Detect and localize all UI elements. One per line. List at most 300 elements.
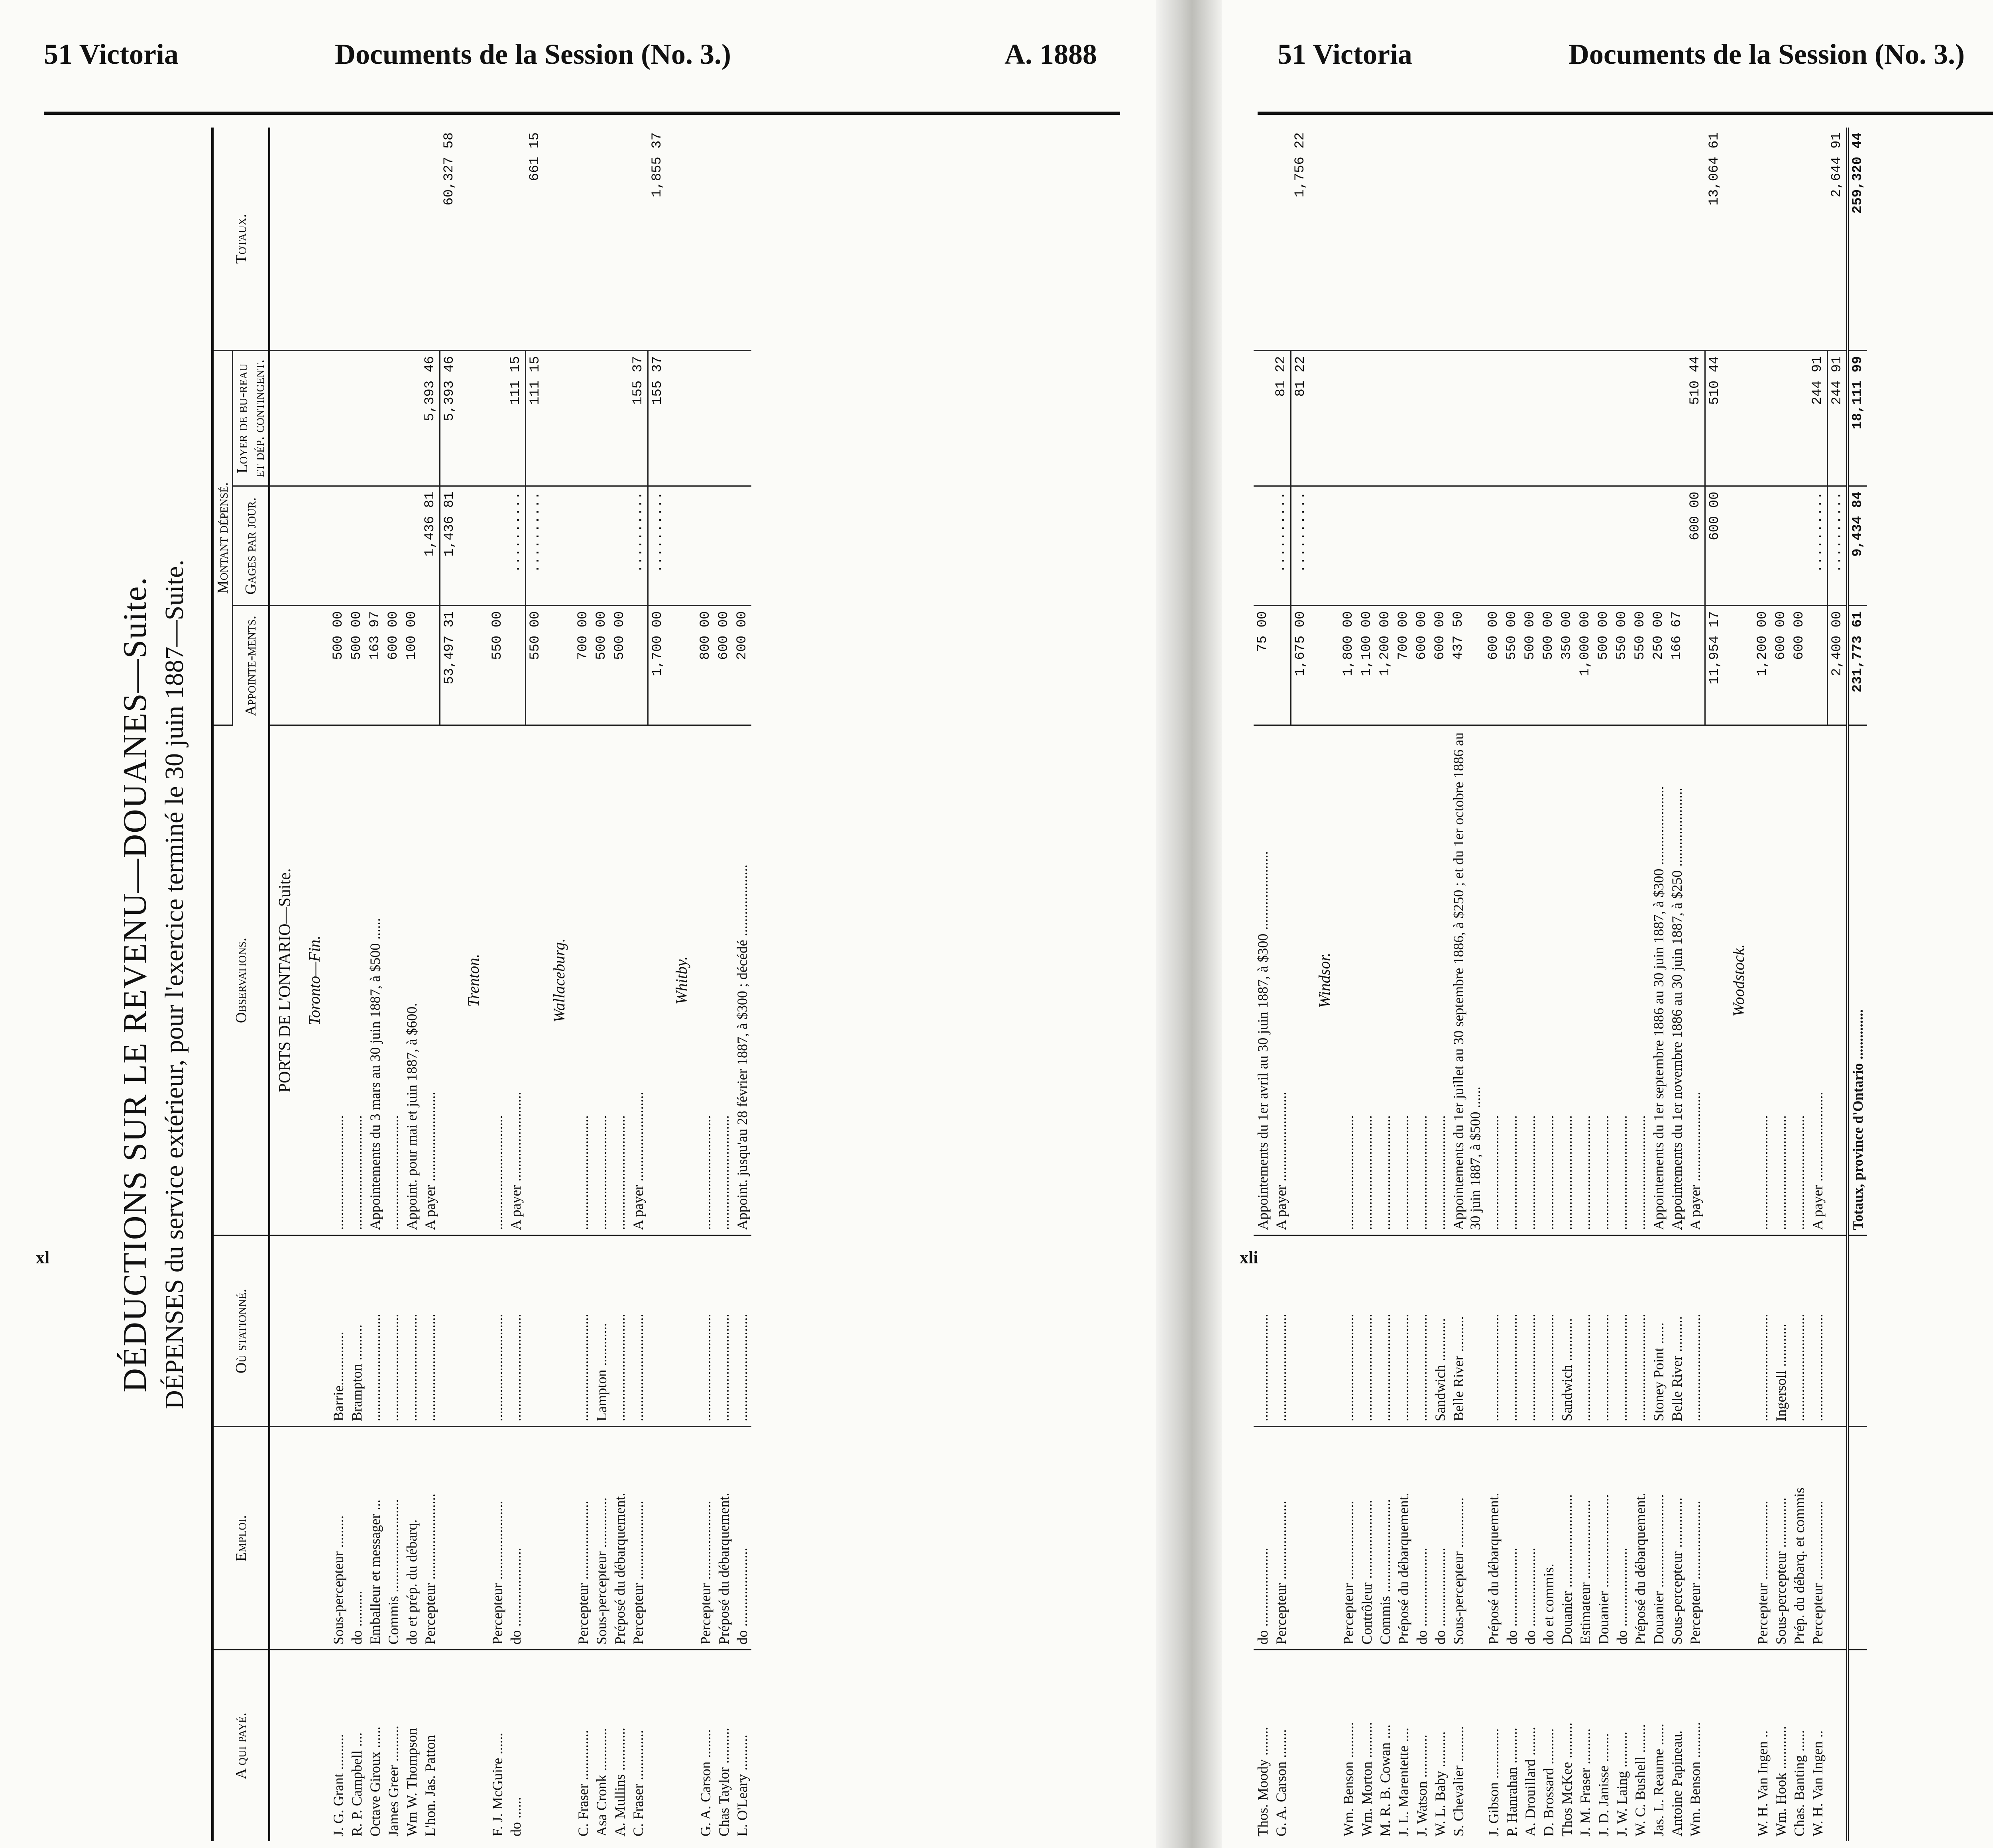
table-row — [1631, 128, 1649, 1841]
station-cell: .............................. — [1686, 1235, 1705, 1427]
table-row — [1521, 128, 1539, 1841]
empty-cell — [300, 1650, 329, 1841]
total-cell — [1376, 128, 1394, 351]
rent-cell — [403, 351, 421, 486]
total-cell — [1594, 128, 1613, 351]
empty-cell — [459, 1235, 488, 1427]
observation-cell: ................................ — [696, 725, 715, 1235]
rent-cell: 155 37 — [648, 351, 667, 486]
col-amount-group: Montant dépensé. — [212, 351, 233, 725]
table-row — [1772, 128, 1790, 1841]
payee-cell — [648, 1650, 667, 1841]
rent-cell — [1394, 351, 1413, 486]
wages-cell — [1539, 486, 1558, 606]
total-cell — [1413, 128, 1431, 351]
wages-cell: 9,434 84 — [1848, 486, 1867, 606]
appointments-cell: 600 00 — [1790, 606, 1808, 725]
employ-cell — [648, 1427, 667, 1650]
station-cell: .............................. — [1376, 1235, 1394, 1427]
wages-cell — [1449, 486, 1484, 606]
station-cell: Barrie............... — [329, 1235, 348, 1427]
observation-cell: ................................ — [1503, 725, 1521, 1235]
empty-cell — [667, 1235, 696, 1427]
empty-cell — [667, 606, 696, 725]
total-cell — [1272, 128, 1291, 351]
employ-cell: do ...................... — [1521, 1427, 1539, 1650]
payee-cell: W. C. Bushell ........ — [1632, 1724, 1648, 1836]
appointments-cell: 600 00 — [384, 606, 403, 725]
employ-cell: Percepteur ...................... — [1753, 1427, 1772, 1650]
empty-cell — [269, 1650, 300, 1841]
appointments-cell: 600 00 — [1772, 606, 1790, 725]
rent-cell — [1772, 351, 1790, 486]
col-payee: A qui payé. — [212, 1650, 269, 1841]
wages-cell — [1790, 486, 1808, 606]
observation-cell: A payer ......................... — [507, 725, 526, 1235]
rent-cell — [1358, 351, 1376, 486]
section-heading-row — [300, 128, 329, 1841]
total-cell — [592, 128, 611, 351]
wages-cell: .......... — [1291, 486, 1310, 606]
payee-cell: L. O'Leary .......... — [734, 1734, 750, 1836]
employ-cell: Sous-percepteur .............. — [1449, 1427, 1484, 1650]
observation-cell: ................................ — [384, 725, 403, 1235]
payee-cell: D. Brossard .......... — [1541, 1728, 1557, 1836]
observation-cell — [1705, 725, 1724, 1235]
employ-cell: do .......... — [348, 1427, 366, 1650]
empty-cell — [300, 351, 329, 486]
employ-cell: Sous-percepteur .............. — [1772, 1427, 1790, 1650]
station-cell: .............................. — [1484, 1235, 1503, 1427]
appointments-cell: 600 00 — [1484, 606, 1503, 725]
observation-cell: ................................ — [1576, 725, 1594, 1235]
empty-cell — [269, 128, 300, 351]
empty-cell — [300, 606, 329, 725]
payee-cell: J. D. Janisse ........ — [1596, 1733, 1612, 1836]
table-row — [1358, 128, 1376, 1841]
col-observations: Observations. — [212, 725, 269, 1235]
total-cell: 1,855 37 — [648, 128, 667, 351]
header-rule — [44, 112, 1120, 115]
appointments-cell: 800 00 — [696, 606, 715, 725]
observation-cell: ................................ — [1358, 725, 1376, 1235]
col-station: Où stationné. — [212, 1235, 269, 1427]
station-cell: .............................. — [366, 1235, 384, 1427]
station-cell: .............................. — [1790, 1235, 1808, 1427]
station-cell: .............................. — [629, 1235, 648, 1427]
wages-cell — [611, 486, 629, 606]
table-row — [421, 128, 440, 1841]
expenditure-table-left — [211, 128, 751, 1841]
empty-cell — [1310, 486, 1339, 606]
total-cell — [329, 128, 348, 351]
col-totals: Totaux. — [212, 128, 269, 351]
appointments-cell — [1272, 606, 1291, 725]
observation-cell — [440, 725, 459, 1235]
payee-cell: Thos. Moody ........ — [1255, 1726, 1271, 1836]
observation-cell: Appointements du 1er septembre 1886 au 30 juin 1887, à $300 ...................... — [1649, 725, 1668, 1235]
employ-cell: Commis .......................... — [1376, 1427, 1394, 1650]
employ-cell: Percepteur ...................... — [1272, 1427, 1291, 1650]
employ-cell: Préposé du débarquement. — [1484, 1427, 1503, 1650]
observation-cell: ................................ — [1376, 725, 1394, 1235]
total-cell — [1394, 128, 1413, 351]
rent-cell — [1503, 351, 1521, 486]
payee-cell: A. Drouillard ........ — [1522, 1727, 1538, 1836]
employ-cell: Percepteur ...................... — [1686, 1427, 1705, 1650]
table-row — [1649, 128, 1668, 1841]
observation-cell: ................................ — [611, 725, 629, 1235]
employ-cell: do ...................... — [507, 1427, 526, 1650]
wages-cell — [574, 486, 592, 606]
appointments-cell: 1,100 00 — [1358, 606, 1376, 725]
total-cell — [1576, 128, 1594, 351]
table-row — [1539, 128, 1558, 1841]
section-heading: Trenton. — [459, 725, 488, 1235]
table-row — [1558, 128, 1576, 1841]
rent-cell: 244 91 — [1828, 351, 1848, 486]
rent-cell — [1521, 351, 1539, 486]
appointments-cell: 1,800 00 — [1339, 606, 1358, 725]
station-cell: .............................. — [1594, 1235, 1613, 1427]
table-row — [1594, 128, 1613, 1841]
header-rule — [1258, 112, 1993, 115]
rent-cell — [574, 351, 592, 486]
wages-cell — [1772, 486, 1790, 606]
appointments-cell: 2,400 00 — [1828, 606, 1848, 725]
employ-cell: Préposé du débarquement. — [1631, 1427, 1649, 1650]
station-cell — [1848, 1235, 1867, 1427]
employ-cell: do ...................... — [733, 1427, 751, 1650]
appointments-cell: 600 00 — [715, 606, 733, 725]
empty-cell — [1724, 1650, 1753, 1841]
appointments-cell: 500 00 — [1521, 606, 1539, 725]
payee-cell: W. H. Van Ingen .. — [1810, 1730, 1826, 1836]
empty-cell — [269, 1235, 300, 1427]
col-employ: Emploi. — [212, 1427, 269, 1650]
payee-cell: R. P. Campbell .... — [349, 1732, 365, 1836]
appointments-cell: 11,954 17 — [1705, 606, 1724, 725]
station-cell: .............................. — [1539, 1235, 1558, 1427]
section-heading-row — [1310, 128, 1339, 1841]
empty-cell — [1310, 1235, 1339, 1427]
empty-cell — [1310, 128, 1339, 351]
station-cell: .............................. — [1576, 1235, 1594, 1427]
table-row — [329, 128, 348, 1841]
observation-cell: ................................ — [1539, 725, 1558, 1235]
appointments-cell: 166 67 — [1668, 606, 1686, 725]
station-cell: .............................. — [1613, 1235, 1631, 1427]
wages-cell — [1413, 486, 1431, 606]
wages-cell: .......... — [1272, 486, 1291, 606]
total-cell — [348, 128, 366, 351]
observation-cell: ................................ — [1790, 725, 1808, 1235]
rent-cell — [1753, 351, 1772, 486]
total-cell — [1613, 128, 1631, 351]
total-cell — [384, 128, 403, 351]
empty-cell — [300, 128, 329, 351]
wages-cell — [1521, 486, 1539, 606]
empty-cell — [544, 351, 574, 486]
table-row — [592, 128, 611, 1841]
rent-cell — [1649, 351, 1668, 486]
total-cell — [1521, 128, 1539, 351]
rent-cell: 244 91 — [1808, 351, 1828, 486]
table-row — [507, 128, 526, 1841]
station-cell: Stoney Point ...... — [1649, 1235, 1668, 1427]
station-cell: .............................. — [403, 1235, 421, 1427]
appointments-cell: 700 00 — [574, 606, 592, 725]
rent-cell — [366, 351, 384, 486]
station-cell: .............................. — [733, 1235, 751, 1427]
appointments-cell: 550 00 — [1613, 606, 1631, 725]
total-cell: 60,327 58 — [440, 128, 459, 351]
total-cell — [733, 128, 751, 351]
rent-cell — [348, 351, 366, 486]
station-cell: .............................. — [507, 1235, 526, 1427]
station-cell: .............................. — [574, 1235, 592, 1427]
rent-cell — [592, 351, 611, 486]
wages-cell — [1613, 486, 1631, 606]
observation-cell: ................................ — [1631, 725, 1649, 1235]
employ-cell: Préposé du débarquement. — [611, 1427, 629, 1650]
payee-cell — [1291, 1650, 1310, 1841]
total-cell — [421, 128, 440, 351]
observation-cell: ................................ — [715, 725, 733, 1235]
employ-cell: Douanier .......................... — [1649, 1427, 1668, 1650]
table-row — [574, 128, 592, 1841]
appointments-cell: 550 00 — [1503, 606, 1521, 725]
total-cell — [1358, 128, 1376, 351]
observation-cell: ................................ — [1558, 725, 1576, 1235]
wages-cell — [696, 486, 715, 606]
rent-cell — [715, 351, 733, 486]
employ-cell: Percepteur ...................... — [574, 1427, 592, 1650]
wages-cell — [1558, 486, 1576, 606]
payee-cell: C. Fraser .............. — [630, 1730, 646, 1836]
station-cell: .............................. — [1808, 1235, 1828, 1427]
table-row — [1668, 128, 1686, 1841]
payee-cell: Wm W. Thompson — [404, 1728, 420, 1836]
empty-cell — [1310, 351, 1339, 486]
empty-cell — [300, 1235, 329, 1427]
observation-cell: Appointements du 3 mars au 30 juin 1887, à $500 ...... — [366, 725, 384, 1235]
station-cell: .............................. — [1358, 1235, 1376, 1427]
station-cell: .............................. — [421, 1235, 440, 1427]
table-body-left — [269, 128, 752, 1841]
station-cell: .............................. — [1272, 1235, 1291, 1427]
wages-cell: .......... — [1808, 486, 1828, 606]
wages-cell — [403, 486, 421, 606]
rent-cell: 111 15 — [507, 351, 526, 486]
station-cell: .............................. — [1339, 1235, 1358, 1427]
rent-cell — [696, 351, 715, 486]
table-row — [348, 128, 366, 1841]
observation-cell: ................................ — [1521, 725, 1539, 1235]
wages-cell: 1,436 81 — [421, 486, 440, 606]
employ-cell: Percepteur ...................... — [1339, 1427, 1358, 1650]
table-row — [1484, 128, 1503, 1841]
empty-cell — [459, 1427, 488, 1650]
section-heading-row — [544, 128, 574, 1841]
section-heading-row — [459, 128, 488, 1841]
observation-cell: Appoint. jusqu'au 28 février 1887, à $300 ; décédé .................... — [733, 725, 751, 1235]
appointments-cell: 500 00 — [1594, 606, 1613, 725]
appointments-cell: 1,200 00 — [1753, 606, 1772, 725]
payee-cell: Jas. L. Reaume ...... — [1651, 1724, 1667, 1836]
station-cell: .............................. — [696, 1235, 715, 1427]
total-cell — [488, 128, 507, 351]
employ-cell: Percepteur ...................... — [696, 1427, 715, 1650]
wages-cell: 600 00 — [1686, 486, 1705, 606]
total-cell: 2,644 91 — [1828, 128, 1848, 351]
payee-cell: J. L. Marentette .... — [1395, 1728, 1411, 1836]
payee-cell: Antoine Papineau. — [1669, 1730, 1685, 1836]
employ-cell: Estimateur ...................... — [1576, 1427, 1594, 1650]
station-cell — [440, 1235, 459, 1427]
station-cell: .............................. — [715, 1235, 733, 1427]
wages-cell — [715, 486, 733, 606]
station-cell: .............................. — [1521, 1235, 1539, 1427]
payee-cell: Thos McKee .......... — [1559, 1722, 1575, 1836]
rent-cell — [1376, 351, 1394, 486]
total-cell — [1686, 128, 1705, 351]
table-row — [1339, 128, 1358, 1841]
employ-cell — [1705, 1427, 1724, 1650]
station-cell — [648, 1235, 667, 1427]
empty-cell — [544, 486, 574, 606]
left-table-region — [116, 128, 1128, 1841]
header-document-title: Documents de la Session (No. 3.) — [335, 38, 731, 70]
employ-cell: Percepteur ........................ — [421, 1427, 440, 1650]
employ-cell: Douanier .......................... — [1558, 1427, 1576, 1650]
employ-cell — [440, 1427, 459, 1650]
wages-cell — [366, 486, 384, 606]
table-row — [1503, 128, 1521, 1841]
payee-cell: J. G. Grant .......... — [330, 1734, 346, 1836]
payee-cell — [1705, 1650, 1724, 1841]
empty-cell — [1724, 351, 1753, 486]
rent-cell — [1631, 351, 1649, 486]
observation-cell: ................................ — [1772, 725, 1790, 1235]
table-row — [1394, 128, 1413, 1841]
rent-cell: 510 44 — [1705, 351, 1724, 486]
appointments-cell: 53,497 31 — [440, 606, 459, 725]
payee-cell: S. Chevalier .......... — [1451, 1726, 1466, 1836]
subtotal-row — [526, 128, 545, 1841]
book-gutter — [1156, 0, 1222, 1848]
observation-cell — [1828, 725, 1848, 1235]
employ-cell: Contrôleur ...................... — [1358, 1427, 1376, 1650]
table-row — [488, 128, 507, 1841]
appointments-cell: 700 00 — [1394, 606, 1413, 725]
table-row — [1254, 128, 1272, 1841]
total-cell — [366, 128, 384, 351]
total-cell — [611, 128, 629, 351]
rent-cell: 155 37 — [629, 351, 648, 486]
appointments-cell — [421, 606, 440, 725]
employ-cell: do et prép. du débarq. — [403, 1427, 421, 1650]
wages-cell — [1631, 486, 1649, 606]
subtotal-row — [1828, 128, 1848, 1841]
empty-cell — [544, 1427, 574, 1650]
appointments-cell: 550 00 — [488, 606, 507, 725]
payee-cell: A. Mullins ............ — [612, 1727, 628, 1836]
appointments-cell: 500 00 — [592, 606, 611, 725]
payee-cell: J. W. Laing .......... — [1614, 1731, 1630, 1836]
col-appointments: Appointe-ments. — [233, 606, 269, 725]
table-row — [1613, 128, 1631, 1841]
subtotal-row — [1291, 128, 1310, 1841]
wages-cell — [488, 486, 507, 606]
right-page — [1222, 0, 1993, 1848]
wages-cell — [1594, 486, 1613, 606]
observation-cell: ................................ — [592, 725, 611, 1235]
observation-cell: ................................ — [1339, 725, 1358, 1235]
observation-cell: ................................ — [329, 725, 348, 1235]
observation-cell: ................................ — [1753, 725, 1772, 1235]
observation-cell: A payer ......................... — [1808, 725, 1828, 1235]
wages-cell — [1376, 486, 1394, 606]
wages-cell: 600 00 — [1705, 486, 1724, 606]
wages-cell — [1753, 486, 1772, 606]
subtotal-row — [440, 128, 459, 1841]
observation-cell: ................................ — [1484, 725, 1503, 1235]
header-document-title: Documents de la Session (No. 3.) — [1568, 38, 1965, 70]
total-cell: 13,064 61 — [1705, 128, 1724, 351]
rent-cell — [384, 351, 403, 486]
station-cell: .............................. — [1631, 1235, 1649, 1427]
empty-cell — [544, 606, 574, 725]
empty-cell — [544, 128, 574, 351]
payee-cell: Octave Giroux ...... — [367, 1726, 383, 1836]
station-cell: Sandwich ............ — [1558, 1235, 1576, 1427]
empty-cell — [667, 1650, 696, 1841]
employ-cell: Douanier .......................... — [1594, 1427, 1613, 1650]
payee-cell — [1848, 1650, 1867, 1841]
appointments-cell: 437 50 — [1449, 606, 1484, 725]
observation-cell: Appointements du 1er novembre 1886 au 30 juin 1887, à $250 ...................... — [1668, 725, 1686, 1235]
rent-cell — [1339, 351, 1358, 486]
wages-cell — [348, 486, 366, 606]
station-cell: Belle River .......... — [1668, 1235, 1686, 1427]
wages-cell — [1503, 486, 1521, 606]
empty-cell — [544, 1235, 574, 1427]
employ-cell: do ...................... — [1613, 1427, 1631, 1650]
appointments-cell: 550 00 — [526, 606, 545, 725]
observation-cell: ................................ — [1431, 725, 1449, 1235]
wages-cell — [1358, 486, 1376, 606]
wages-cell: .......... — [648, 486, 667, 606]
total-cell — [1649, 128, 1668, 351]
total-cell — [629, 128, 648, 351]
table-row — [715, 128, 733, 1841]
total-cell — [1539, 128, 1558, 351]
header-year: A. 1888 — [1004, 38, 1097, 70]
header-session: 51 Victoria — [1278, 38, 1412, 70]
payee-cell: Wm. Morton .......... — [1359, 1722, 1375, 1836]
col-wages: Gages par jour. — [233, 486, 269, 606]
payee-cell: James Greer .......... — [385, 1726, 401, 1836]
station-cell: .............................. — [1503, 1235, 1521, 1427]
employ-cell — [1848, 1427, 1867, 1650]
observation-cell: ................................ — [488, 725, 507, 1235]
appointments-cell: 250 00 — [1649, 606, 1668, 725]
rent-cell — [733, 351, 751, 486]
payee-cell: J. Gibson .............. — [1486, 1728, 1502, 1836]
employ-cell: Prép. du débarq. et commis — [1790, 1427, 1808, 1650]
table-row — [403, 128, 421, 1841]
